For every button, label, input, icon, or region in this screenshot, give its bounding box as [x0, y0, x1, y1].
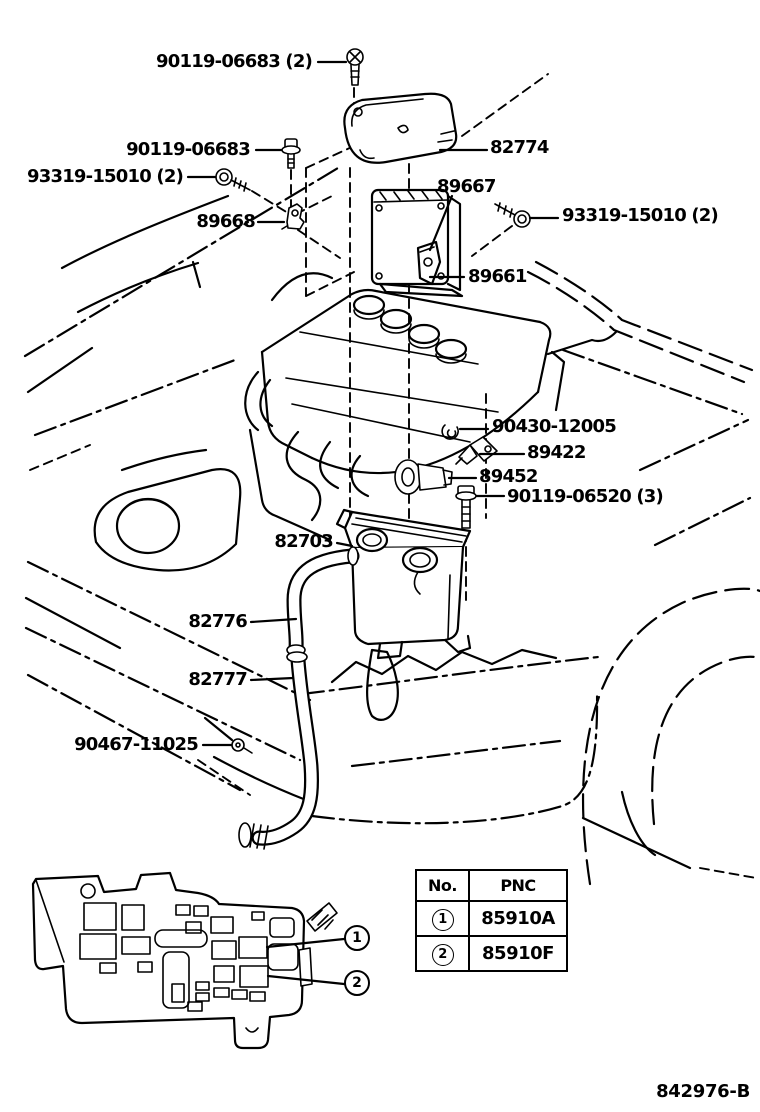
pnc-table-header-no: No. [416, 870, 469, 901]
part-label-89661: 89661 [468, 266, 527, 287]
ecu-cover-drawing [344, 94, 456, 163]
part-label-93319-15010-left: 93319-15010 (2) [27, 166, 183, 187]
table-row [416, 901, 567, 936]
part-label-90119-06683-left: 90119-06683 [126, 139, 250, 160]
part-label-82774: 82774 [490, 137, 549, 158]
hose-82776-drawing [287, 547, 358, 655]
part-label-89422: 89422 [527, 442, 586, 463]
clip-icon [232, 739, 252, 753]
washer-icon [442, 425, 458, 439]
bolt-icon-right [495, 203, 530, 227]
part-label-89452: 89452 [479, 466, 538, 487]
callout-2: 2 [344, 970, 370, 996]
screw-icon-left [282, 139, 300, 168]
part-label-89667: 89667 [437, 176, 496, 197]
pnc-table [415, 869, 568, 972]
callout-1: 1 [344, 925, 370, 951]
table-row [416, 936, 567, 971]
pnc-table-header-pnc: PNC [469, 870, 567, 901]
screw-icon-top [347, 49, 363, 85]
headlight-drawing [95, 450, 241, 570]
resonator-box-drawing [337, 510, 470, 658]
part-label-90430-12005: 90430-12005 [492, 416, 616, 437]
part-label-82703: 82703 [274, 531, 333, 552]
bracket-89668-drawing [282, 204, 304, 229]
part-label-93319-15010-right: 93319-15010 (2) [562, 205, 718, 226]
row-number-circle: 2 [432, 944, 454, 966]
part-label-90119-06520: 90119-06520 (3) [507, 486, 663, 507]
drawing-number: 842976-B [656, 1081, 750, 1102]
bolt-icon-left [216, 169, 250, 191]
part-label-89668: 89668 [196, 211, 255, 232]
pnc-row-no [416, 901, 469, 936]
hose-82777-drawing [239, 652, 312, 849]
pnc-row-value: 85910A [469, 901, 567, 936]
row-number-circle: 1 [432, 909, 454, 931]
sensor-89452-drawing [395, 460, 452, 494]
relay-bracket-drawing [33, 873, 337, 1048]
part-label-82776: 82776 [188, 611, 247, 632]
part-label-90467-11025: 90467-11025 [74, 734, 198, 755]
bolt-icon-lower [456, 486, 476, 528]
part-label-90119-06683-top: 90119-06683 (2) [156, 51, 312, 72]
pnc-table-header-row [416, 870, 567, 901]
pnc-row-value: 85910F [469, 936, 567, 971]
pnc-row-no [416, 936, 469, 971]
part-label-82777: 82777 [188, 669, 247, 690]
